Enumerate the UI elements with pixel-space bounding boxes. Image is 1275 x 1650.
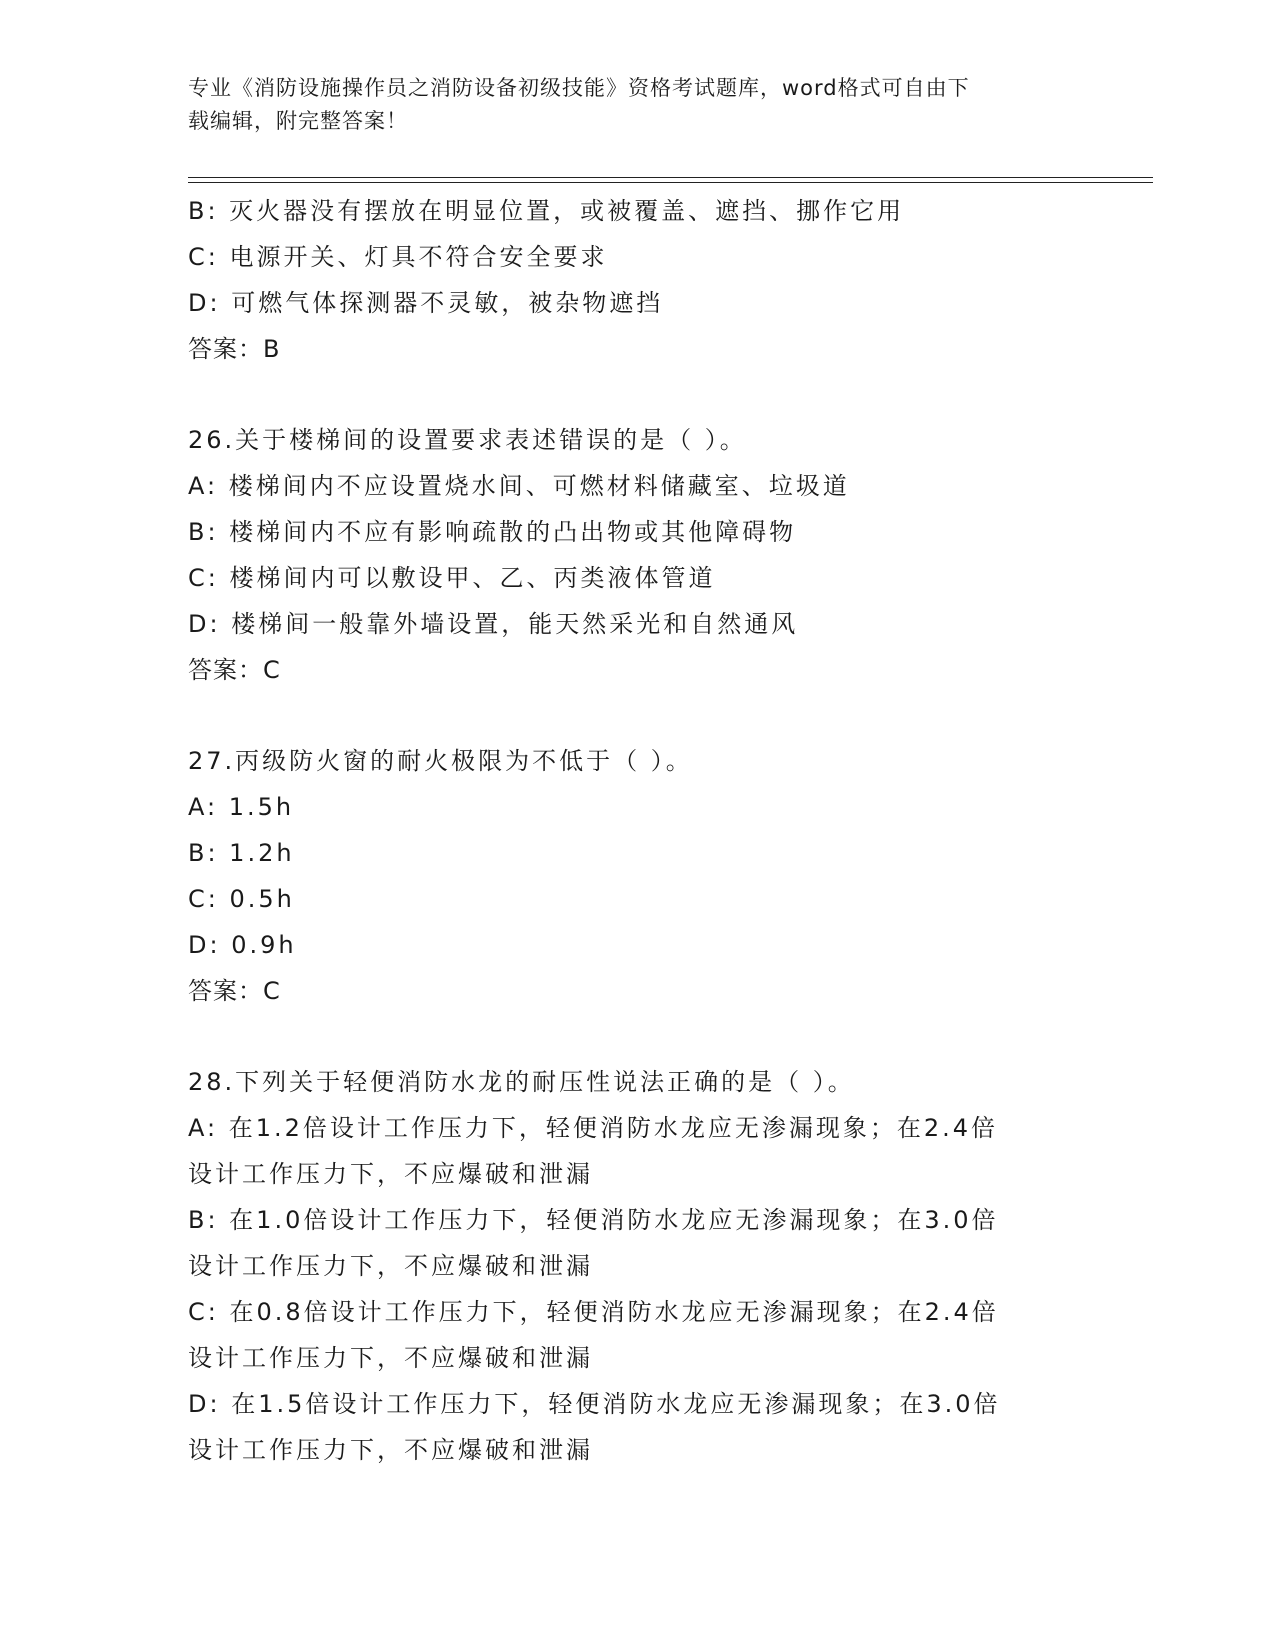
option-c: C: 0.5h bbox=[188, 885, 295, 913]
question-28 bbox=[188, 1059, 1088, 1473]
header-line-1: 专业《消防设施操作员之消防设备初级技能》资格考试题库，word格式可自由下 bbox=[188, 76, 970, 100]
question-list bbox=[188, 188, 1088, 1473]
question-26 bbox=[188, 417, 1088, 693]
option-b-line-1: B: 在1.0倍设计工作压力下，轻便消防水龙应无渗漏现象；在3.0倍 bbox=[188, 1206, 999, 1234]
question-text: 26.关于楼梯间的设置要求表述错误的是（ ）。 bbox=[188, 426, 747, 454]
option-b: B: 灭火器没有摆放在明显位置，或被覆盖、遮挡、挪作它用 bbox=[188, 197, 905, 225]
option-c-line-1: C: 在0.8倍设计工作压力下，轻便消防水龙应无渗漏现象；在2.4倍 bbox=[188, 1298, 999, 1326]
question-text: 28.下列关于轻便消防水龙的耐压性说法正确的是（ ）。 bbox=[188, 1068, 855, 1096]
question-25 bbox=[188, 188, 1088, 372]
option-b-line-2: 设计工作压力下，不应爆破和泄漏 bbox=[188, 1252, 593, 1280]
answer: 答案：B bbox=[188, 335, 281, 363]
option-d-line-2: 设计工作压力下，不应爆破和泄漏 bbox=[188, 1436, 593, 1464]
question-text: 27.丙级防火窗的耐火极限为不低于（ ）。 bbox=[188, 747, 693, 775]
option-a: A: 楼梯间内不应设置烧水间、可燃材料储藏室、垃圾道 bbox=[188, 472, 850, 500]
option-a-line-1: A: 在1.2倍设计工作压力下，轻便消防水龙应无渗漏现象；在2.4倍 bbox=[188, 1114, 999, 1142]
header-line-2: 载编辑，附完整答案！ bbox=[188, 109, 408, 133]
option-d: D: 可燃气体探测器不灵敏，被杂物遮挡 bbox=[188, 289, 664, 317]
question-27 bbox=[188, 738, 1088, 1014]
spacer bbox=[188, 693, 1088, 738]
header-divider-top bbox=[188, 177, 1153, 178]
option-c-line-2: 设计工作压力下，不应爆破和泄漏 bbox=[188, 1344, 593, 1372]
option-a-line-2: 设计工作压力下，不应爆破和泄漏 bbox=[188, 1160, 593, 1188]
answer: 答案：C bbox=[188, 977, 281, 1005]
answer: 答案：C bbox=[188, 656, 281, 684]
spacer bbox=[188, 372, 1088, 417]
option-b: B: 1.2h bbox=[188, 839, 295, 867]
option-c: C: 电源开关、灯具不符合安全要求 bbox=[188, 243, 608, 271]
option-b: B: 楼梯间内不应有影响疏散的凸出物或其他障碍物 bbox=[188, 518, 797, 546]
option-d: D: 0.9h bbox=[188, 931, 297, 959]
option-c: C: 楼梯间内可以敷设甲、乙、丙类液体管道 bbox=[188, 564, 716, 592]
document-header bbox=[188, 72, 1088, 138]
option-a: A: 1.5h bbox=[188, 793, 295, 821]
option-d: D: 楼梯间一般靠外墙设置，能天然采光和自然通风 bbox=[188, 610, 799, 638]
spacer bbox=[188, 1014, 1088, 1059]
option-d-line-1: D: 在1.5倍设计工作压力下，轻便消防水龙应无渗漏现象；在3.0倍 bbox=[188, 1390, 1001, 1418]
header-divider-bottom bbox=[188, 182, 1153, 183]
